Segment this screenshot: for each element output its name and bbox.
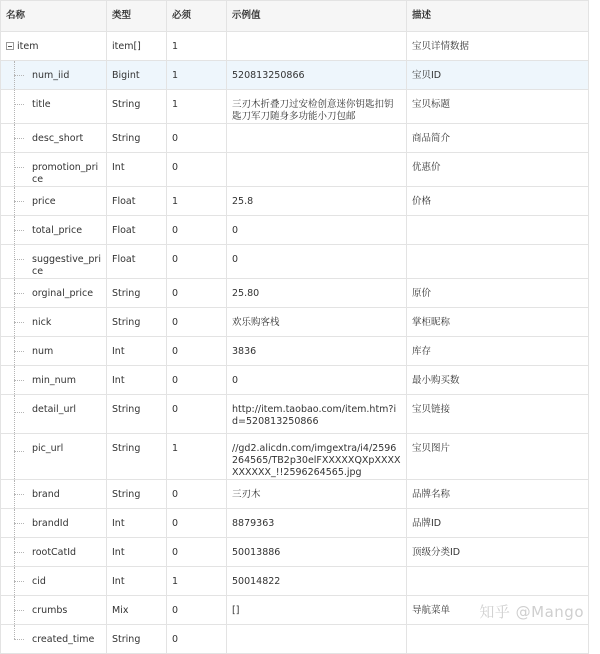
cell-name — [1, 567, 107, 596]
tree-elbow-line — [14, 494, 24, 495]
cell-type: Bigint — [107, 61, 167, 90]
cell-required: 0 — [167, 245, 227, 279]
cell-desc: 价格 — [407, 187, 589, 216]
cell-desc: 导航菜单 — [407, 596, 589, 625]
cell-name — [1, 480, 107, 509]
table-row[interactable] — [1, 124, 589, 153]
table-row[interactable] — [1, 366, 589, 395]
cell-name-text: detail_url — [32, 404, 77, 415]
cell-required: 0 — [167, 308, 227, 337]
table-row[interactable] — [1, 625, 589, 654]
table-row[interactable] — [1, 216, 589, 245]
cell-name — [1, 434, 107, 480]
tree-guide-line — [14, 625, 15, 639]
cell-type: Int — [107, 153, 167, 187]
cell-name-text: desc_short — [32, 133, 84, 144]
cell-name-text: crumbs — [32, 605, 68, 616]
cell-example: //gd2.alicdn.com/imgextra/i4/2596264565/TB2p30elFXXXXXQXpXXXXXXXXXX_!!2596264565.jpg — [227, 434, 407, 480]
cell-example: 三刃木折叠刀过安检创意迷你钥匙扣钥匙刀军刀随身多功能小刀包邮 — [227, 90, 407, 124]
cell-type: String — [107, 308, 167, 337]
cell-required: 0 — [167, 216, 227, 245]
cell-example: 三刃木 — [227, 480, 407, 509]
table-row[interactable] — [1, 337, 589, 366]
cell-name — [1, 625, 107, 654]
cell-name — [1, 124, 107, 153]
cell-type: String — [107, 625, 167, 654]
cell-name — [1, 187, 107, 216]
cell-name — [1, 596, 107, 625]
cell-example: http://item.taobao.com/item.htm?id=520813250866 — [227, 395, 407, 434]
table-row[interactable] — [1, 395, 589, 434]
cell-name-text: brandId — [32, 518, 69, 529]
table-row[interactable] — [1, 509, 589, 538]
cell-name — [1, 279, 107, 308]
cell-desc: 商品简介 — [407, 124, 589, 153]
cell-type: Float — [107, 187, 167, 216]
cell-desc: 原价 — [407, 279, 589, 308]
cell-required: 1 — [167, 90, 227, 124]
cell-example: 25.8 — [227, 187, 407, 216]
cell-example: 3836 — [227, 337, 407, 366]
cell-desc — [407, 245, 589, 279]
cell-type: String — [107, 124, 167, 153]
cell-name — [1, 308, 107, 337]
table-row[interactable] — [1, 434, 589, 480]
cell-required: 0 — [167, 480, 227, 509]
cell-example: 50014822 — [227, 567, 407, 596]
cell-name — [1, 366, 107, 395]
cell-type: Float — [107, 245, 167, 279]
cell-desc: 顶级分类ID — [407, 538, 589, 567]
cell-type: String — [107, 279, 167, 308]
cell-desc: 优惠价 — [407, 153, 589, 187]
cell-name — [1, 216, 107, 245]
cell-required: 0 — [167, 509, 227, 538]
cell-type: String — [107, 90, 167, 124]
tree-elbow-line — [14, 259, 24, 260]
table-row[interactable] — [1, 245, 589, 279]
cell-example: 8879363 — [227, 509, 407, 538]
cell-desc — [407, 625, 589, 654]
cell-required: 0 — [167, 366, 227, 395]
table-row[interactable] — [1, 538, 589, 567]
col-header-name[interactable]: 名称 — [1, 1, 107, 32]
cell-name-text: price — [32, 196, 56, 207]
table-row[interactable] — [1, 61, 589, 90]
cell-required: 1 — [167, 32, 227, 61]
cell-desc — [407, 567, 589, 596]
cell-type: Mix — [107, 596, 167, 625]
cell-name — [1, 90, 107, 124]
cell-name — [1, 337, 107, 366]
cell-example: 520813250866 — [227, 61, 407, 90]
tree-guide-line — [14, 434, 15, 479]
cell-required: 0 — [167, 124, 227, 153]
cell-desc: 宝贝标题 — [407, 90, 589, 124]
cell-name-text: promotion_price — [32, 162, 99, 185]
cell-required: 1 — [167, 61, 227, 90]
cell-desc: 库存 — [407, 337, 589, 366]
cell-desc: 宝贝图片 — [407, 434, 589, 480]
col-header-type[interactable]: 类型 — [107, 1, 167, 32]
table-row[interactable] — [1, 187, 589, 216]
cell-name — [1, 509, 107, 538]
cell-name-text: rootCatId — [32, 547, 77, 558]
tree-elbow-line — [14, 351, 24, 352]
table-row[interactable] — [1, 90, 589, 124]
cell-name — [1, 538, 107, 567]
cell-name-text: suggestive_price — [32, 254, 101, 277]
cell-example: 0 — [227, 245, 407, 279]
cell-desc: 宝贝ID — [407, 61, 589, 90]
cell-name — [1, 245, 107, 279]
tree-guide-line — [14, 395, 15, 433]
tree-elbow-line — [14, 581, 24, 582]
cell-type: item[] — [107, 32, 167, 61]
cell-name — [1, 395, 107, 434]
cell-example — [227, 153, 407, 187]
table-row[interactable] — [1, 279, 589, 308]
cell-name-text: min_num — [32, 375, 76, 386]
cell-example — [227, 625, 407, 654]
tree-elbow-line — [14, 230, 24, 231]
table-row[interactable] — [1, 567, 589, 596]
cell-type: Int — [107, 567, 167, 596]
cell-type: String — [107, 395, 167, 434]
tree-elbow-line — [14, 639, 24, 640]
cell-example: 0 — [227, 216, 407, 245]
cell-example: [] — [227, 596, 407, 625]
cell-example: 50013886 — [227, 538, 407, 567]
tree-elbow-line — [14, 523, 24, 524]
cell-required: 0 — [167, 625, 227, 654]
cell-example — [227, 32, 407, 61]
table-row-item[interactable] — [1, 32, 589, 61]
cell-name-text: cid — [32, 576, 46, 587]
cell-name — [1, 32, 107, 61]
tree-elbow-line — [14, 104, 24, 105]
cell-required: 0 — [167, 596, 227, 625]
col-header-example[interactable]: 示例值 — [227, 1, 407, 32]
cell-type: Int — [107, 538, 167, 567]
col-header-desc[interactable]: 描述 — [407, 1, 589, 32]
cell-required: 0 — [167, 395, 227, 434]
table-row[interactable] — [1, 480, 589, 509]
cell-desc: 掌柜昵称 — [407, 308, 589, 337]
cell-name-text: total_price — [32, 225, 83, 236]
cell-type: Int — [107, 509, 167, 538]
cell-type: String — [107, 480, 167, 509]
cell-name — [1, 61, 107, 90]
cell-required: 1 — [167, 187, 227, 216]
cell-example: 欢乐购客栈 — [227, 308, 407, 337]
tree-elbow-line — [14, 380, 24, 381]
tree-guide-line — [14, 90, 15, 123]
cell-name-text: pic_url — [32, 443, 64, 454]
table-row[interactable] — [1, 153, 589, 187]
cell-example — [227, 124, 407, 153]
tree-elbow-line — [14, 552, 24, 553]
collapse-icon[interactable] — [6, 42, 14, 50]
cell-desc: 品牌ID — [407, 509, 589, 538]
cell-required: 1 — [167, 567, 227, 596]
cell-name — [1, 153, 107, 187]
cell-desc: 品牌名称 — [407, 480, 589, 509]
cell-desc: 最小购买数 — [407, 366, 589, 395]
cell-type: Int — [107, 337, 167, 366]
cell-type: Int — [107, 366, 167, 395]
tree-guide-line — [14, 245, 15, 278]
cell-type: String — [107, 434, 167, 480]
tree-elbow-line — [14, 451, 24, 452]
cell-example: 0 — [227, 366, 407, 395]
cell-desc: 宝贝详情数据 — [407, 32, 589, 61]
tree-guide-line — [14, 153, 15, 186]
col-header-required[interactable]: 必须 — [167, 1, 227, 32]
cell-required: 0 — [167, 279, 227, 308]
tree-elbow-line — [14, 610, 24, 611]
tree-elbow-line — [14, 75, 24, 76]
cell-name-text: num_iid — [32, 70, 70, 81]
cell-name-text: item — [17, 41, 39, 52]
table-row[interactable] — [1, 308, 589, 337]
cell-example: 25.80 — [227, 279, 407, 308]
cell-required: 1 — [167, 434, 227, 480]
tree-elbow-line — [14, 412, 24, 413]
tree-elbow-line — [14, 138, 24, 139]
cell-name-text: nick — [32, 317, 52, 328]
cell-name-text: created_time — [32, 634, 95, 645]
header-row — [1, 1, 589, 32]
cell-name-text: brand — [32, 489, 60, 500]
tree-elbow-line — [14, 293, 24, 294]
cell-required: 0 — [167, 153, 227, 187]
cell-name-text: num — [32, 346, 54, 357]
cell-name-text: orginal_price — [32, 288, 94, 299]
tree-elbow-line — [14, 201, 24, 202]
cell-required: 0 — [167, 337, 227, 366]
cell-name-text: title — [32, 99, 51, 110]
tree-elbow-line — [14, 322, 24, 323]
cell-desc — [407, 216, 589, 245]
cell-desc: 宝贝链接 — [407, 395, 589, 434]
cell-type: Float — [107, 216, 167, 245]
tree-elbow-line — [14, 167, 24, 168]
watermark: 知乎 @Mango — [479, 603, 584, 621]
cell-required: 0 — [167, 538, 227, 567]
